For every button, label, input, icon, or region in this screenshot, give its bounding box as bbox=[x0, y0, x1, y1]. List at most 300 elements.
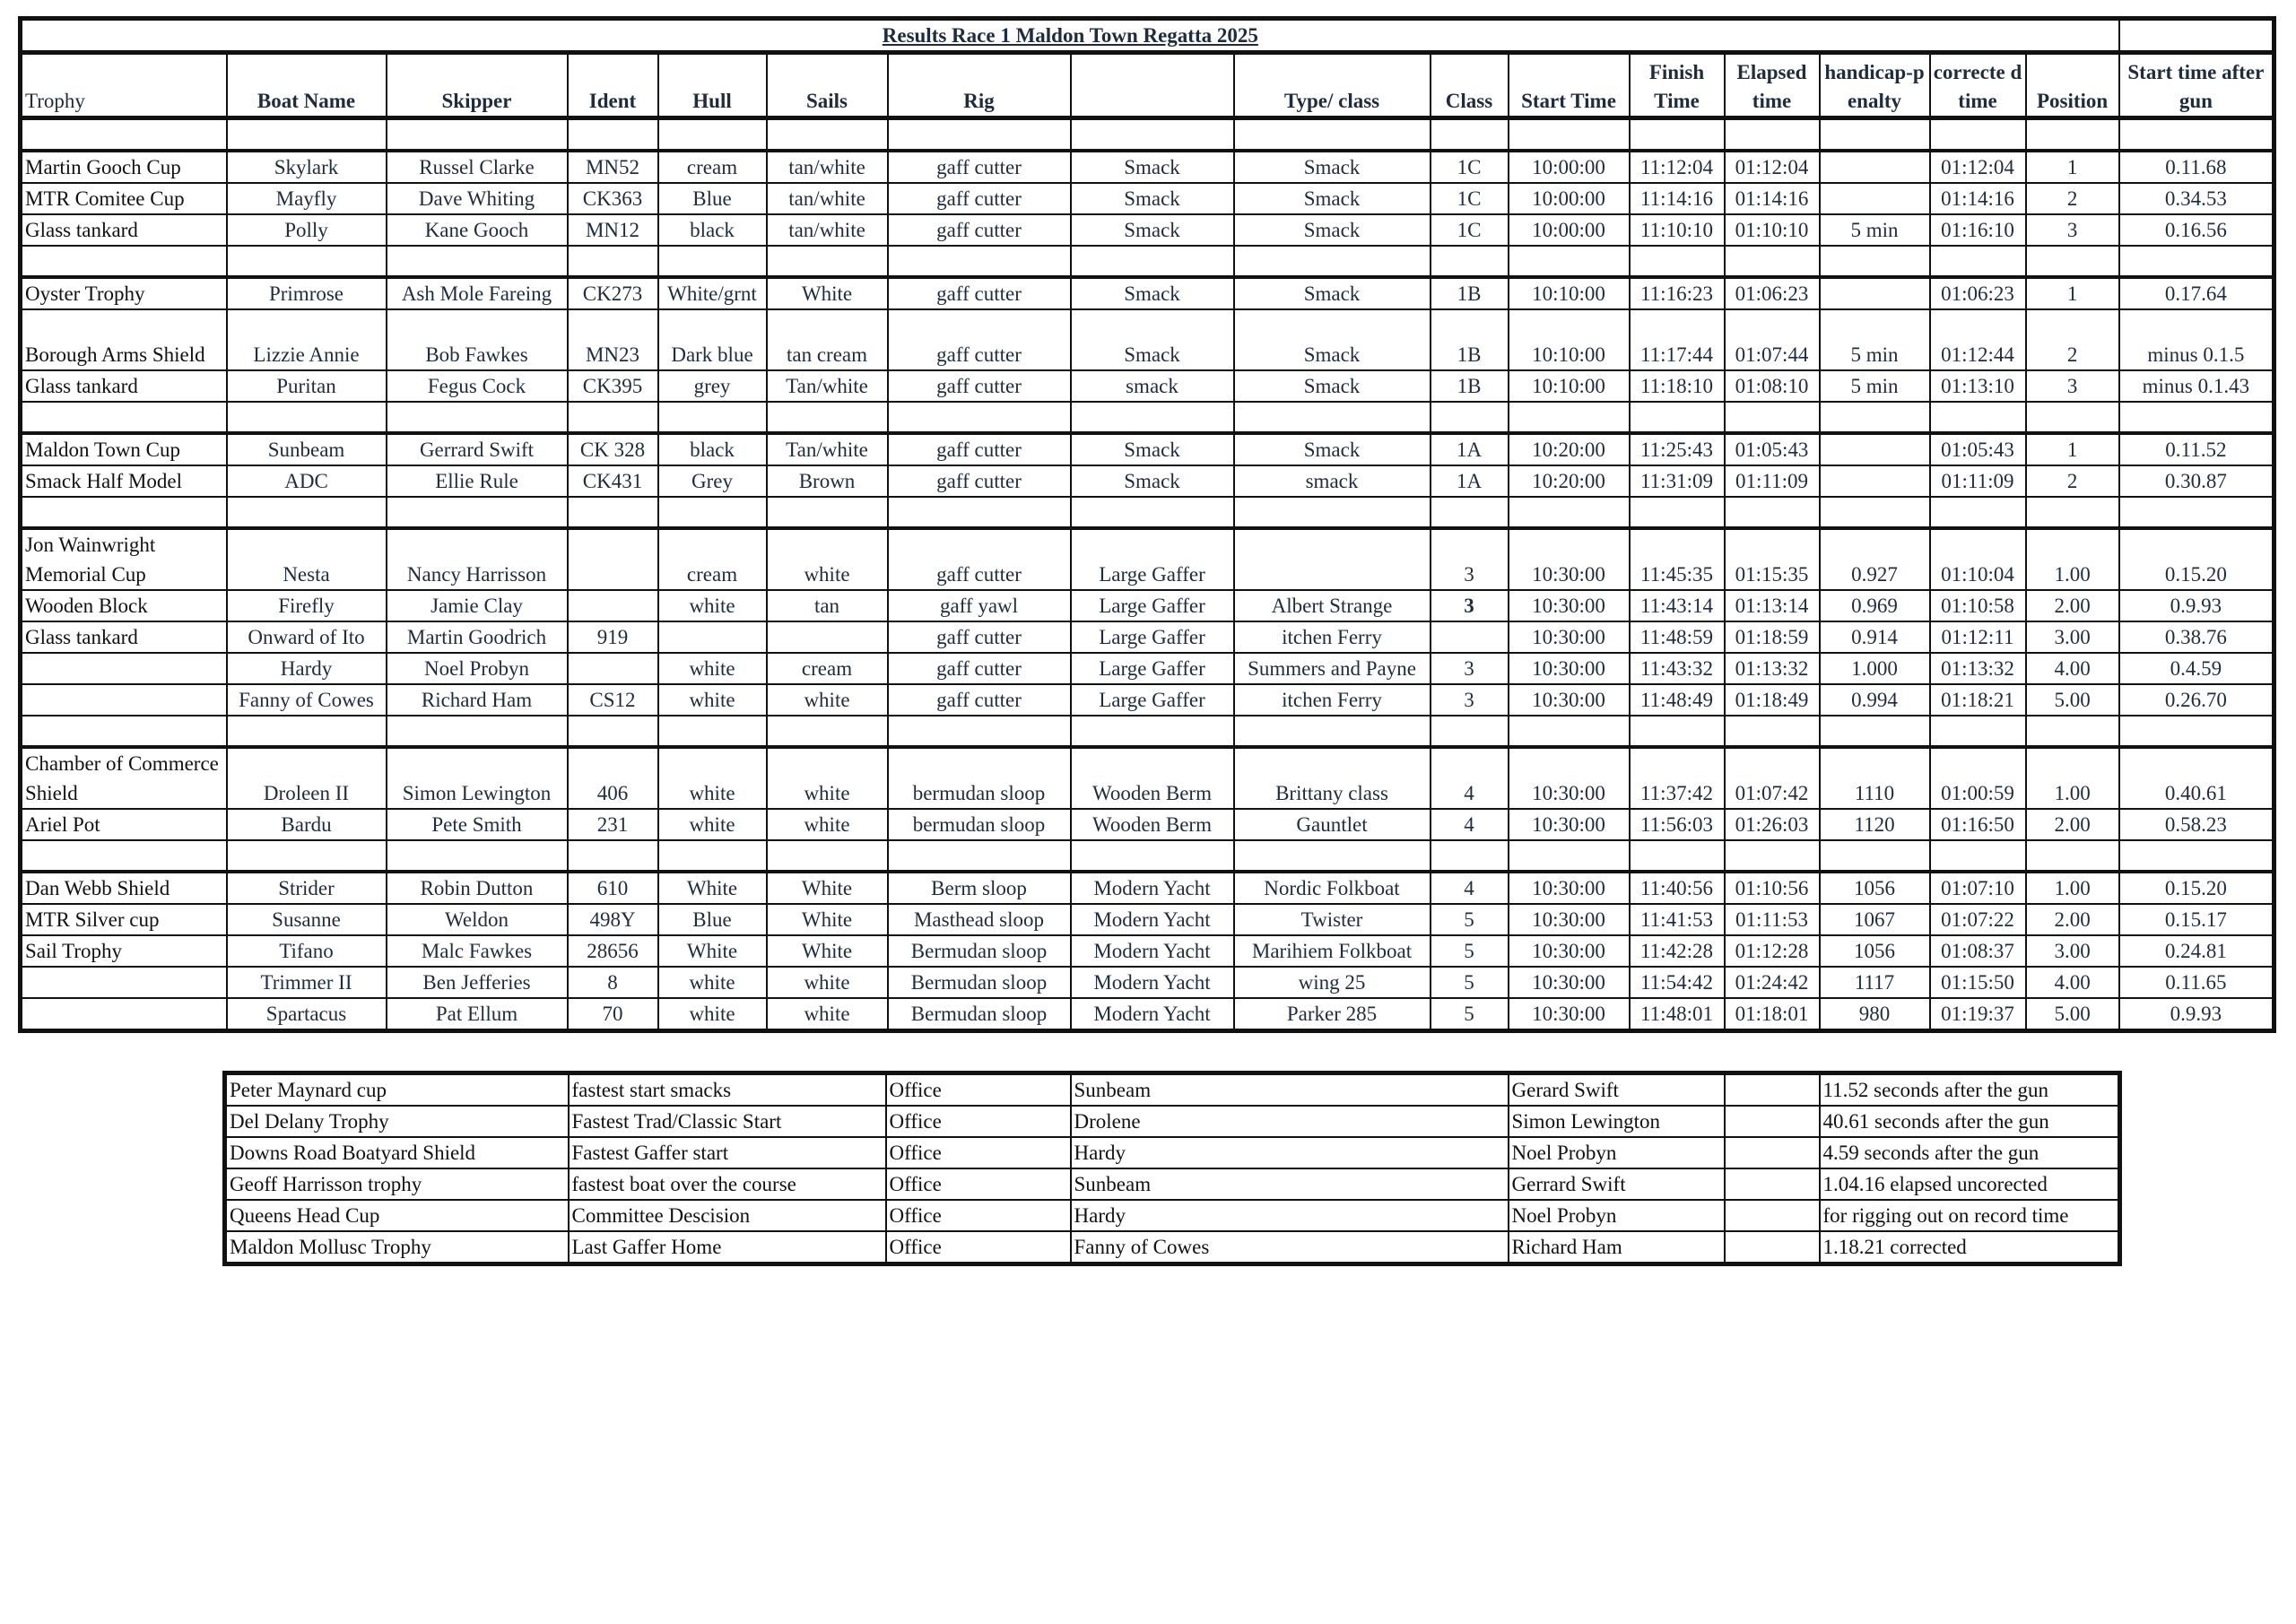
cell-class: 4 bbox=[1431, 809, 1509, 840]
cell-skipper: Ellie Rule bbox=[387, 465, 568, 497]
cell-elapsed-time: 01:12:04 bbox=[1725, 151, 1820, 183]
spacer-row bbox=[21, 118, 2274, 152]
title-blank-cell bbox=[2119, 19, 2274, 53]
cell-position: 3 bbox=[2026, 370, 2119, 402]
cell-position: 4.00 bbox=[2026, 967, 2119, 998]
cell-corrected-time: 01:07:10 bbox=[1930, 872, 2026, 904]
cell-corrected-time: 01:05:43 bbox=[1930, 433, 2026, 465]
spacer-cell bbox=[227, 840, 387, 872]
cell-class: 3 bbox=[1431, 684, 1509, 716]
cell-ident: 8 bbox=[568, 967, 658, 998]
spacer-cell bbox=[1234, 497, 1431, 528]
cell-position: 1.00 bbox=[2026, 528, 2119, 590]
cell-class: 1C bbox=[1431, 214, 1509, 246]
award-source: Office bbox=[886, 1168, 1071, 1200]
cell-corrected-time: 01:07:22 bbox=[1930, 904, 2026, 935]
award-boat: Sunbeam bbox=[1071, 1168, 1509, 1200]
cell-position: 2.00 bbox=[2026, 809, 2119, 840]
spacer-cell bbox=[658, 118, 767, 152]
cell-boat-name: Puritan bbox=[227, 370, 387, 402]
cell-finish-time: 11:12:04 bbox=[1630, 151, 1725, 183]
cell-boat-name: Onward of Ito bbox=[227, 621, 387, 653]
award-blank bbox=[1725, 1073, 1820, 1107]
cell-handicap-penalty bbox=[1820, 465, 1930, 497]
result-row bbox=[21, 998, 2274, 1031]
spacer-cell bbox=[1630, 402, 1725, 433]
cell-corrected-time: 01:16:10 bbox=[1930, 214, 2026, 246]
cell-rig: Bermudan sloop bbox=[888, 967, 1071, 998]
spacer-cell bbox=[1509, 497, 1630, 528]
spacer-cell bbox=[1431, 402, 1509, 433]
cell-start-after-gun: 0.58.23 bbox=[2119, 809, 2274, 840]
cell-type-class: itchen Ferry bbox=[1234, 621, 1431, 653]
header-row bbox=[21, 53, 2274, 118]
spacer-cell bbox=[1630, 840, 1725, 872]
cell-corrected-time: 01:14:16 bbox=[1930, 183, 2026, 214]
cell-boat-name: Trimmer II bbox=[227, 967, 387, 998]
cell-trophy: Chamber of Commerce Shield bbox=[21, 747, 227, 809]
cell-sails: White bbox=[767, 935, 888, 967]
spacer-cell bbox=[658, 497, 767, 528]
cell-elapsed-time: 01:13:32 bbox=[1725, 653, 1820, 684]
cell-corrected-time: 01:10:04 bbox=[1930, 528, 2026, 590]
cell-position: 5.00 bbox=[2026, 684, 2119, 716]
cell-start-after-gun: 0.30.87 bbox=[2119, 465, 2274, 497]
cell-rig: Masthead sloop bbox=[888, 904, 1071, 935]
cell-trophy: Wooden Block bbox=[21, 590, 227, 621]
cell-finish-time: 11:18:10 bbox=[1630, 370, 1725, 402]
result-row bbox=[21, 967, 2274, 998]
cell-type-class: Brittany class bbox=[1234, 747, 1431, 809]
spacer-cell bbox=[1820, 716, 1930, 747]
cell-skipper: Ash Mole Fareing bbox=[387, 277, 568, 309]
award-note: for rigging out on record time bbox=[1820, 1200, 2120, 1231]
cell-skipper: Kane Gooch bbox=[387, 214, 568, 246]
cell-hull: black bbox=[658, 433, 767, 465]
spacer-cell bbox=[387, 118, 568, 152]
cell-handicap-penalty: 1056 bbox=[1820, 872, 1930, 904]
header-elapsed-time: Elapsed time bbox=[1725, 53, 1820, 118]
title-row bbox=[21, 19, 2274, 53]
award-row bbox=[225, 1231, 2120, 1264]
award-trophy: Geoff Harrisson trophy bbox=[225, 1168, 569, 1200]
cell-position: 1 bbox=[2026, 433, 2119, 465]
cell-elapsed-time: 01:15:35 bbox=[1725, 528, 1820, 590]
cell-handicap-penalty: 1117 bbox=[1820, 967, 1930, 998]
spacer-cell bbox=[387, 840, 568, 872]
cell-ident bbox=[568, 653, 658, 684]
result-row bbox=[21, 809, 2274, 840]
cell-sails: White bbox=[767, 904, 888, 935]
cell-handicap-penalty: 5 min bbox=[1820, 214, 1930, 246]
cell-finish-time: 11:42:28 bbox=[1630, 935, 1725, 967]
award-reason: Last Gaffer Home bbox=[569, 1231, 886, 1264]
cell-skipper: Malc Fawkes bbox=[387, 935, 568, 967]
award-trophy: Peter Maynard cup bbox=[225, 1073, 569, 1107]
cell-boat-name: Bardu bbox=[227, 809, 387, 840]
spacer-cell bbox=[1071, 497, 1234, 528]
spacer-cell bbox=[888, 840, 1071, 872]
cell-finish-time: 11:40:56 bbox=[1630, 872, 1725, 904]
award-trophy: Maldon Mollusc Trophy bbox=[225, 1231, 569, 1264]
cell-start-time: 10:30:00 bbox=[1509, 904, 1630, 935]
cell-boat-name: Spartacus bbox=[227, 998, 387, 1031]
result-row bbox=[21, 904, 2274, 935]
cell-position: 1.00 bbox=[2026, 872, 2119, 904]
cell-skipper: Weldon bbox=[387, 904, 568, 935]
spacer-cell bbox=[1820, 402, 1930, 433]
spacer-cell bbox=[1725, 118, 1820, 152]
spacer-cell bbox=[2119, 840, 2274, 872]
spacer-cell bbox=[1234, 840, 1431, 872]
spacer-cell bbox=[568, 246, 658, 277]
cell-start-after-gun: minus 0.1.43 bbox=[2119, 370, 2274, 402]
cell-category: Smack bbox=[1071, 465, 1234, 497]
spacer-cell bbox=[1630, 118, 1725, 152]
spacer-cell bbox=[1630, 716, 1725, 747]
cell-hull: Grey bbox=[658, 465, 767, 497]
cell-skipper: Pete Smith bbox=[387, 809, 568, 840]
spacer-cell bbox=[1431, 118, 1509, 152]
cell-category: Modern Yacht bbox=[1071, 872, 1234, 904]
award-row bbox=[225, 1106, 2120, 1137]
spacer-cell bbox=[2026, 402, 2119, 433]
spacer-cell bbox=[2026, 840, 2119, 872]
cell-sails: white bbox=[767, 998, 888, 1031]
cell-class: 4 bbox=[1431, 747, 1509, 809]
spacer-cell bbox=[658, 402, 767, 433]
spacer-cell bbox=[227, 246, 387, 277]
cell-corrected-time: 01:06:23 bbox=[1930, 277, 2026, 309]
cell-handicap-penalty: 1.000 bbox=[1820, 653, 1930, 684]
cell-boat-name: Tifano bbox=[227, 935, 387, 967]
cell-corrected-time: 01:18:21 bbox=[1930, 684, 2026, 716]
spacer-cell bbox=[888, 497, 1071, 528]
cell-ident bbox=[568, 590, 658, 621]
cell-sails: tan/white bbox=[767, 214, 888, 246]
spacer-cell bbox=[658, 840, 767, 872]
cell-handicap-penalty: 5 min bbox=[1820, 370, 1930, 402]
cell-elapsed-time: 01:24:42 bbox=[1725, 967, 1820, 998]
award-note: 1.18.21 corrected bbox=[1820, 1231, 2120, 1264]
cell-skipper: Ben Jefferies bbox=[387, 967, 568, 998]
cell-category: Smack bbox=[1071, 277, 1234, 309]
cell-finish-time: 11:48:59 bbox=[1630, 621, 1725, 653]
spacer-cell bbox=[2026, 246, 2119, 277]
cell-hull bbox=[658, 621, 767, 653]
spacer-cell bbox=[1725, 246, 1820, 277]
cell-sails: white bbox=[767, 967, 888, 998]
spacer-cell bbox=[1820, 497, 1930, 528]
cell-trophy: Maldon Town Cup bbox=[21, 433, 227, 465]
cell-elapsed-time: 01:18:49 bbox=[1725, 684, 1820, 716]
cell-boat-name: ADC bbox=[227, 465, 387, 497]
cell-position: 3.00 bbox=[2026, 621, 2119, 653]
cell-handicap-penalty: 1056 bbox=[1820, 935, 1930, 967]
cell-corrected-time: 01:11:09 bbox=[1930, 465, 2026, 497]
spacer-cell bbox=[767, 497, 888, 528]
award-note: 11.52 seconds after the gun bbox=[1820, 1073, 2120, 1107]
spacer-row bbox=[21, 497, 2274, 528]
cell-hull: grey bbox=[658, 370, 767, 402]
spacer-cell bbox=[888, 246, 1071, 277]
cell-start-after-gun: 0.24.81 bbox=[2119, 935, 2274, 967]
cell-finish-time: 11:14:16 bbox=[1630, 183, 1725, 214]
award-source: Office bbox=[886, 1231, 1071, 1264]
cell-type-class: Gauntlet bbox=[1234, 809, 1431, 840]
cell-type-class: Summers and Payne bbox=[1234, 653, 1431, 684]
award-reason: Committee Descision bbox=[569, 1200, 886, 1231]
spacer-cell bbox=[1930, 118, 2026, 152]
spacer-cell bbox=[1431, 246, 1509, 277]
result-row bbox=[21, 370, 2274, 402]
cell-elapsed-time: 01:18:59 bbox=[1725, 621, 1820, 653]
award-reason: Fastest Gaffer start bbox=[569, 1137, 886, 1168]
cell-type-class: Parker 285 bbox=[1234, 998, 1431, 1031]
cell-corrected-time: 01:00:59 bbox=[1930, 747, 2026, 809]
cell-rig: gaff cutter bbox=[888, 528, 1071, 590]
cell-elapsed-time: 01:06:23 bbox=[1725, 277, 1820, 309]
cell-class: 1B bbox=[1431, 277, 1509, 309]
cell-start-time: 10:30:00 bbox=[1509, 872, 1630, 904]
cell-boat-name: Strider bbox=[227, 872, 387, 904]
award-reason: Fastest Trad/Classic Start bbox=[569, 1106, 886, 1137]
cell-skipper: Martin Goodrich bbox=[387, 621, 568, 653]
spacer-cell bbox=[1509, 840, 1630, 872]
cell-start-time: 10:00:00 bbox=[1509, 151, 1630, 183]
spacer-cell bbox=[21, 246, 227, 277]
cell-handicap-penalty: 0.994 bbox=[1820, 684, 1930, 716]
cell-start-time: 10:30:00 bbox=[1509, 809, 1630, 840]
cell-corrected-time: 01:13:10 bbox=[1930, 370, 2026, 402]
spacer-cell bbox=[1071, 840, 1234, 872]
cell-sails: white bbox=[767, 528, 888, 590]
cell-handicap-penalty: 1110 bbox=[1820, 747, 1930, 809]
spacer-cell bbox=[1071, 118, 1234, 152]
cell-handicap-penalty: 5 min bbox=[1820, 309, 1930, 370]
spacer-cell bbox=[1930, 497, 2026, 528]
cell-elapsed-time: 01:11:09 bbox=[1725, 465, 1820, 497]
cell-rig: Bermudan sloop bbox=[888, 935, 1071, 967]
spacer-cell bbox=[21, 840, 227, 872]
award-trophy: Del Delany Trophy bbox=[225, 1106, 569, 1137]
cell-category: Modern Yacht bbox=[1071, 967, 1234, 998]
cell-skipper: Pat Ellum bbox=[387, 998, 568, 1031]
cell-category: Large Gaffer bbox=[1071, 621, 1234, 653]
cell-hull: white bbox=[658, 809, 767, 840]
cell-finish-time: 11:17:44 bbox=[1630, 309, 1725, 370]
header-class: Class bbox=[1431, 53, 1509, 118]
cell-type-class: Smack bbox=[1234, 277, 1431, 309]
cell-type-class: Smack bbox=[1234, 309, 1431, 370]
spacer-cell bbox=[888, 402, 1071, 433]
cell-class: 1A bbox=[1431, 465, 1509, 497]
cell-start-time: 10:30:00 bbox=[1509, 967, 1630, 998]
cell-category: Modern Yacht bbox=[1071, 998, 1234, 1031]
cell-position: 2.00 bbox=[2026, 904, 2119, 935]
spacer-cell bbox=[658, 716, 767, 747]
spacer-cell bbox=[1071, 402, 1234, 433]
cell-trophy: Oyster Trophy bbox=[21, 277, 227, 309]
cell-elapsed-time: 01:10:56 bbox=[1725, 872, 1820, 904]
cell-class: 1C bbox=[1431, 183, 1509, 214]
cell-corrected-time: 01:08:37 bbox=[1930, 935, 2026, 967]
cell-category: Modern Yacht bbox=[1071, 935, 1234, 967]
award-blank bbox=[1725, 1106, 1820, 1137]
cell-ident: 498Y bbox=[568, 904, 658, 935]
cell-finish-time: 11:56:03 bbox=[1630, 809, 1725, 840]
cell-type-class: Smack bbox=[1234, 183, 1431, 214]
results-table bbox=[18, 16, 2276, 1033]
table-title: Results Race 1 Maldon Town Regatta 2025 bbox=[882, 24, 1258, 47]
cell-trophy bbox=[21, 998, 227, 1031]
cell-start-after-gun: 0.15.17 bbox=[2119, 904, 2274, 935]
spacer-cell bbox=[1630, 246, 1725, 277]
spacer-cell bbox=[1930, 402, 2026, 433]
cell-category: Smack bbox=[1071, 309, 1234, 370]
cell-start-time: 10:30:00 bbox=[1509, 747, 1630, 809]
cell-hull: White bbox=[658, 935, 767, 967]
cell-ident: CK395 bbox=[568, 370, 658, 402]
award-row bbox=[225, 1137, 2120, 1168]
cell-class: 3 bbox=[1431, 653, 1509, 684]
result-row bbox=[21, 684, 2274, 716]
cell-ident: CK 328 bbox=[568, 433, 658, 465]
cell-class: 4 bbox=[1431, 872, 1509, 904]
cell-class: 5 bbox=[1431, 935, 1509, 967]
header-category bbox=[1071, 53, 1234, 118]
cell-class bbox=[1431, 621, 1509, 653]
spacer-row bbox=[21, 840, 2274, 872]
award-boat: Hardy bbox=[1071, 1200, 1509, 1231]
spacer-cell bbox=[568, 840, 658, 872]
cell-start-after-gun: 0.11.65 bbox=[2119, 967, 2274, 998]
cell-boat-name: Skylark bbox=[227, 151, 387, 183]
spacer-cell bbox=[767, 402, 888, 433]
spacer-cell bbox=[2119, 246, 2274, 277]
cell-finish-time: 11:54:42 bbox=[1630, 967, 1725, 998]
cell-hull: cream bbox=[658, 528, 767, 590]
cell-rig: bermudan sloop bbox=[888, 747, 1071, 809]
award-blank bbox=[1725, 1231, 1820, 1264]
cell-start-after-gun: 0.40.61 bbox=[2119, 747, 2274, 809]
cell-trophy: Glass tankard bbox=[21, 370, 227, 402]
cell-elapsed-time: 01:08:10 bbox=[1725, 370, 1820, 402]
cell-finish-time: 11:10:10 bbox=[1630, 214, 1725, 246]
cell-sails: White bbox=[767, 872, 888, 904]
cell-category: smack bbox=[1071, 370, 1234, 402]
award-reason: fastest boat over the course bbox=[569, 1168, 886, 1200]
header-start-time: Start Time bbox=[1509, 53, 1630, 118]
cell-boat-name: Firefly bbox=[227, 590, 387, 621]
spacer-cell bbox=[387, 402, 568, 433]
cell-skipper: Simon Lewington bbox=[387, 747, 568, 809]
award-boat: Hardy bbox=[1071, 1137, 1509, 1168]
cell-hull: white bbox=[658, 590, 767, 621]
cell-handicap-penalty: 980 bbox=[1820, 998, 1930, 1031]
award-row bbox=[225, 1200, 2120, 1231]
cell-start-time: 10:10:00 bbox=[1509, 309, 1630, 370]
cell-type-class: Smack bbox=[1234, 151, 1431, 183]
cell-finish-time: 11:48:49 bbox=[1630, 684, 1725, 716]
award-source: Office bbox=[886, 1073, 1071, 1107]
cell-type-class: Smack bbox=[1234, 370, 1431, 402]
cell-position: 2 bbox=[2026, 465, 2119, 497]
cell-boat-name: Droleen II bbox=[227, 747, 387, 809]
cell-sails: Brown bbox=[767, 465, 888, 497]
cell-skipper: Noel Probyn bbox=[387, 653, 568, 684]
cell-rig: gaff cutter bbox=[888, 433, 1071, 465]
cell-boat-name: Fanny of Cowes bbox=[227, 684, 387, 716]
cell-ident bbox=[568, 528, 658, 590]
spacer-cell bbox=[658, 246, 767, 277]
header-skipper: Skipper bbox=[387, 53, 568, 118]
cell-class: 1C bbox=[1431, 151, 1509, 183]
cell-elapsed-time: 01:05:43 bbox=[1725, 433, 1820, 465]
award-skipper: Noel Probyn bbox=[1509, 1137, 1725, 1168]
cell-class: 5 bbox=[1431, 904, 1509, 935]
cell-finish-time: 11:43:32 bbox=[1630, 653, 1725, 684]
cell-hull: White bbox=[658, 872, 767, 904]
spacer-cell bbox=[1930, 246, 2026, 277]
cell-rig: gaff yawl bbox=[888, 590, 1071, 621]
cell-start-time: 10:30:00 bbox=[1509, 528, 1630, 590]
result-row bbox=[21, 183, 2274, 214]
spacer-cell bbox=[767, 840, 888, 872]
cell-rig: gaff cutter bbox=[888, 277, 1071, 309]
spacer-row bbox=[21, 246, 2274, 277]
spacer-cell bbox=[227, 716, 387, 747]
spacer-cell bbox=[227, 402, 387, 433]
cell-sails: white bbox=[767, 684, 888, 716]
table-title-cell bbox=[21, 19, 2119, 53]
cell-category: Smack bbox=[1071, 214, 1234, 246]
result-row bbox=[21, 277, 2274, 309]
cell-rig: gaff cutter bbox=[888, 183, 1071, 214]
cell-category: Large Gaffer bbox=[1071, 590, 1234, 621]
cell-type-class bbox=[1234, 528, 1431, 590]
cell-skipper: Fegus Cock bbox=[387, 370, 568, 402]
cell-start-time: 10:30:00 bbox=[1509, 935, 1630, 967]
award-blank bbox=[1725, 1137, 1820, 1168]
result-row bbox=[21, 433, 2274, 465]
cell-trophy bbox=[21, 684, 227, 716]
cell-category: Smack bbox=[1071, 183, 1234, 214]
spacer-cell bbox=[1630, 497, 1725, 528]
cell-ident: MN12 bbox=[568, 214, 658, 246]
cell-start-after-gun: 0.11.68 bbox=[2119, 151, 2274, 183]
spacer-cell bbox=[1725, 840, 1820, 872]
cell-position: 3.00 bbox=[2026, 935, 2119, 967]
cell-handicap-penalty bbox=[1820, 151, 1930, 183]
spacer-cell bbox=[1071, 716, 1234, 747]
spacer-cell bbox=[767, 246, 888, 277]
cell-finish-time: 11:16:23 bbox=[1630, 277, 1725, 309]
cell-ident: 70 bbox=[568, 998, 658, 1031]
cell-rig: gaff cutter bbox=[888, 370, 1071, 402]
cell-corrected-time: 01:19:37 bbox=[1930, 998, 2026, 1031]
cell-rig: gaff cutter bbox=[888, 621, 1071, 653]
spacer-cell bbox=[1509, 118, 1630, 152]
cell-category: Large Gaffer bbox=[1071, 684, 1234, 716]
cell-finish-time: 11:43:14 bbox=[1630, 590, 1725, 621]
spacer-cell bbox=[1725, 497, 1820, 528]
cell-corrected-time: 01:16:50 bbox=[1930, 809, 2026, 840]
cell-hull: white bbox=[658, 998, 767, 1031]
cell-category: Large Gaffer bbox=[1071, 653, 1234, 684]
cell-ident: CK431 bbox=[568, 465, 658, 497]
spacer-cell bbox=[2026, 497, 2119, 528]
